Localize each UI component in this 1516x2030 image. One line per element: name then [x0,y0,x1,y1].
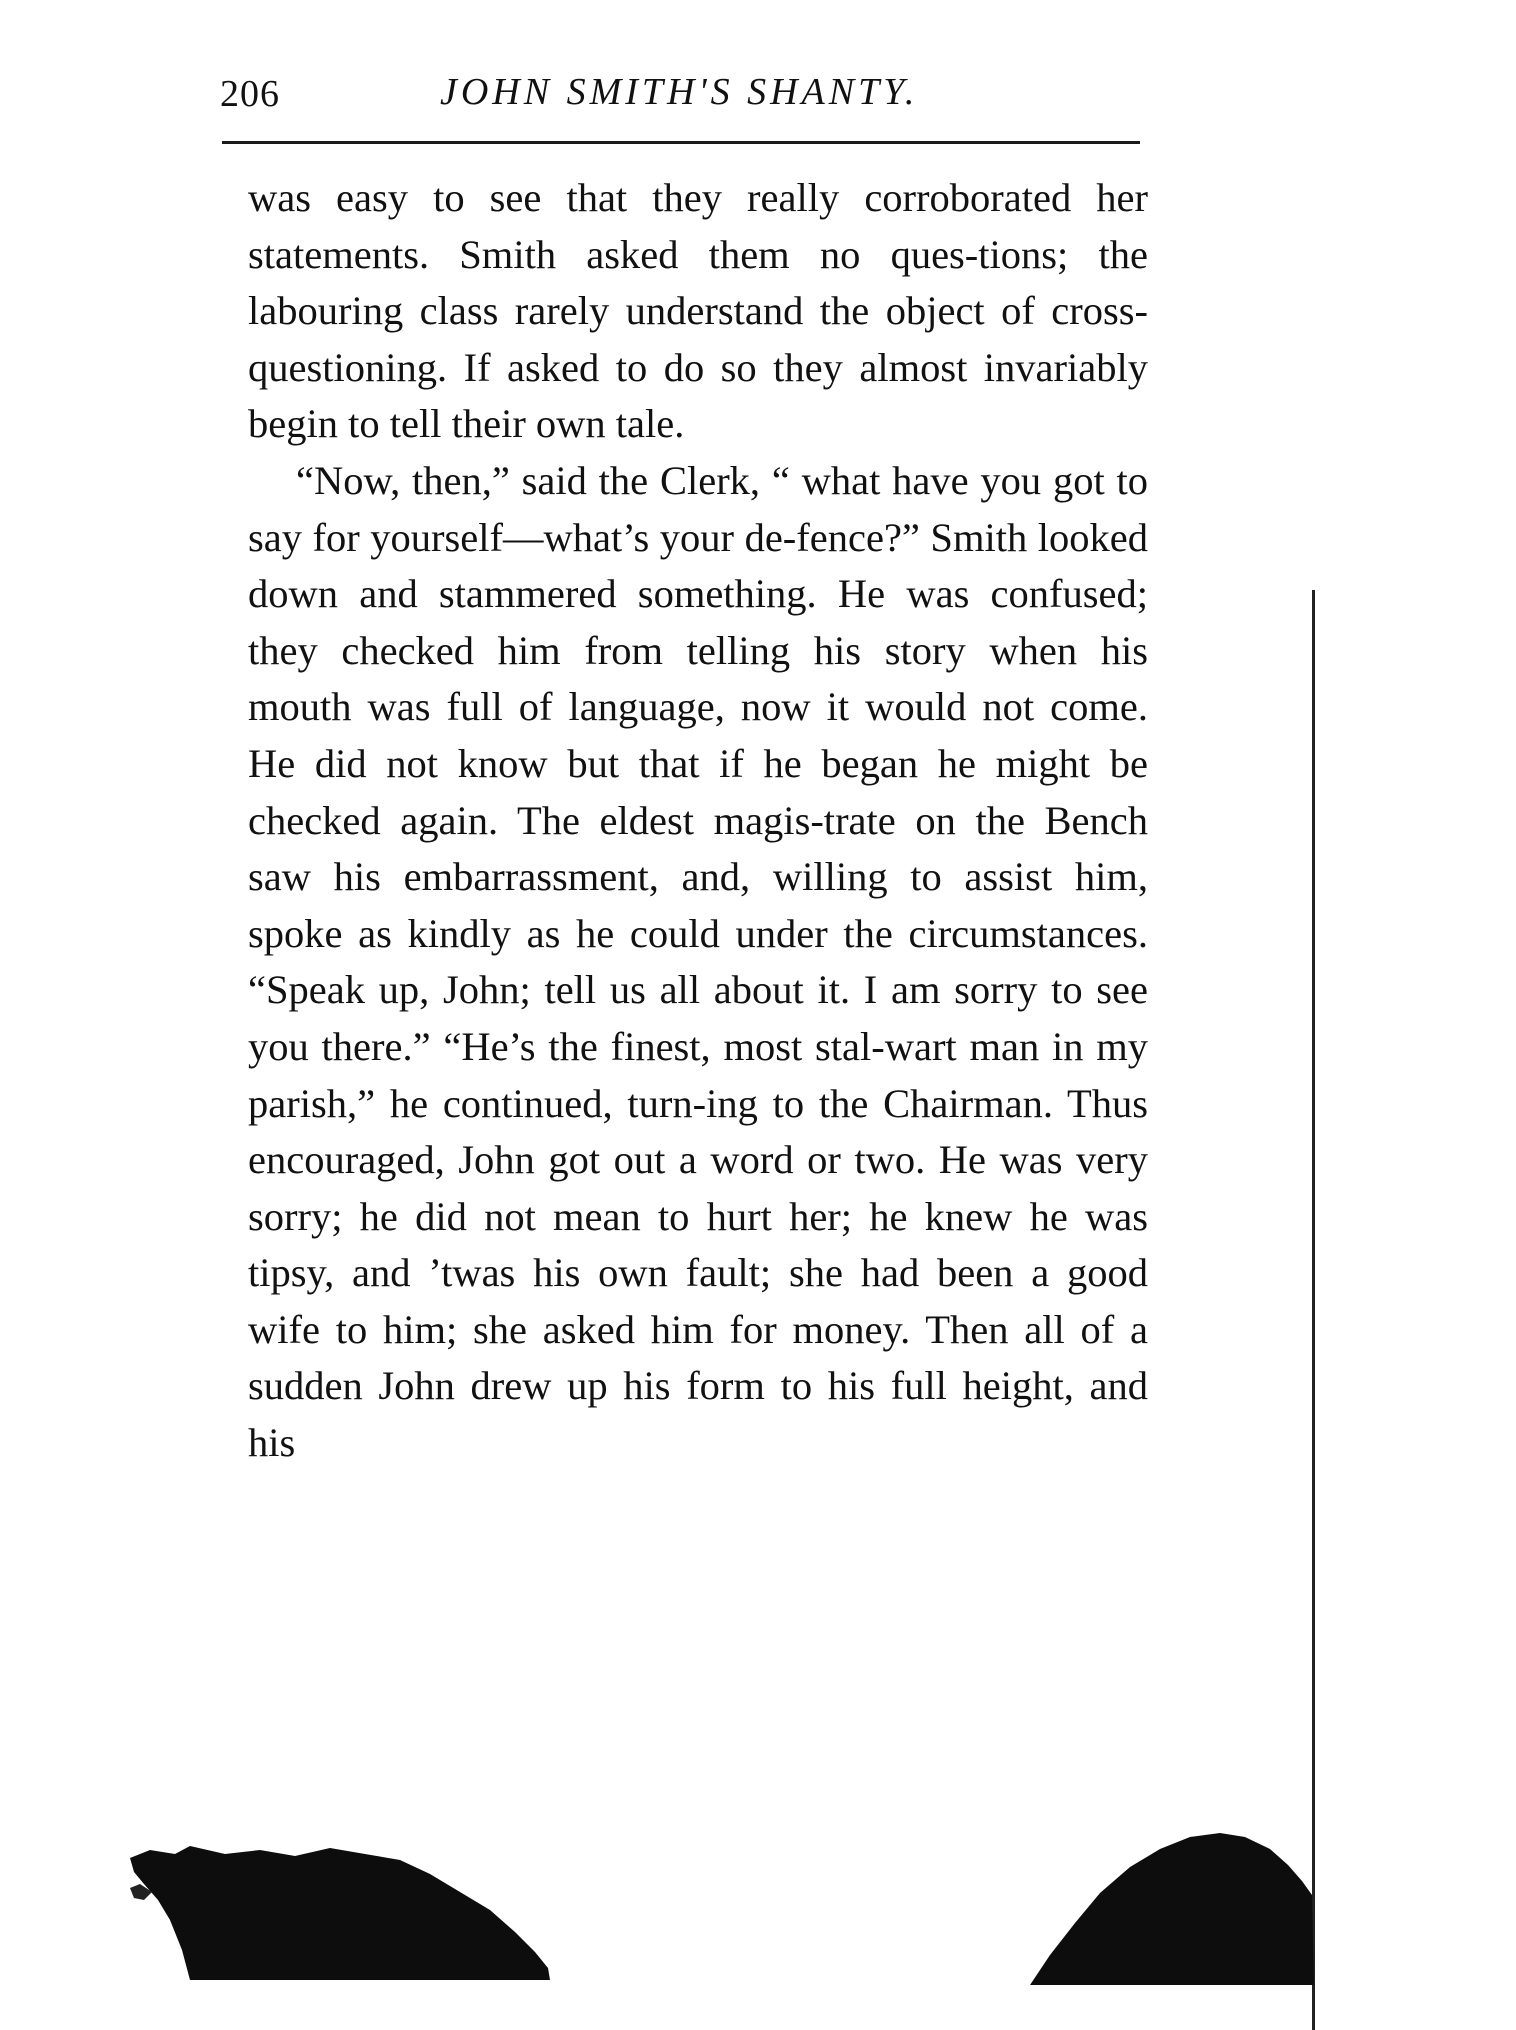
paragraph-2: “Now, then,” said the Clerk, “ what have you got to say for yourself—what’s your de-fence?” Smith looked down and stammered something. He was confused; they checked him from telling his story when his mouth was full of language, now it would not come. He did not know but that if he began he might be checked again. The eldest magis-trate on the Bench saw his embarrassment, and, willing to assist him, spoke as kindly as he could under the circumstances. “Speak up, John; tell us all about it. I am sorry to see you there.” “He’s the finest, most stal-wart man in my parish,” he continued, turn-ing to the Chairman. Thus encouraged, John got out a word or two. He was very sorry; he did not mean to hurt her; he knew he was tipsy, and ’twas his own fault; she had been a good wife to him; she asked him for money. Then all of a sudden John drew up his form to his full height, and his [248,457,1148,1466]
running-head: JOHN SMITH'S SHANTY. [440,71,919,113]
page-edge-line [1312,590,1315,2030]
paragraph-1: was easy to see that they really corroborated her statements. Smith asked them no ques-tions; the labouring class rarely understand the object of cross-questioning. If asked to do so they almost invariably begin to tell their own tale. [248,175,1148,447]
header-rule [222,141,1140,144]
page-damage-right [1030,1815,1320,1985]
page-number: 206 [220,73,280,115]
page-damage-left [130,1840,560,1980]
body-text [248,170,1148,1472]
